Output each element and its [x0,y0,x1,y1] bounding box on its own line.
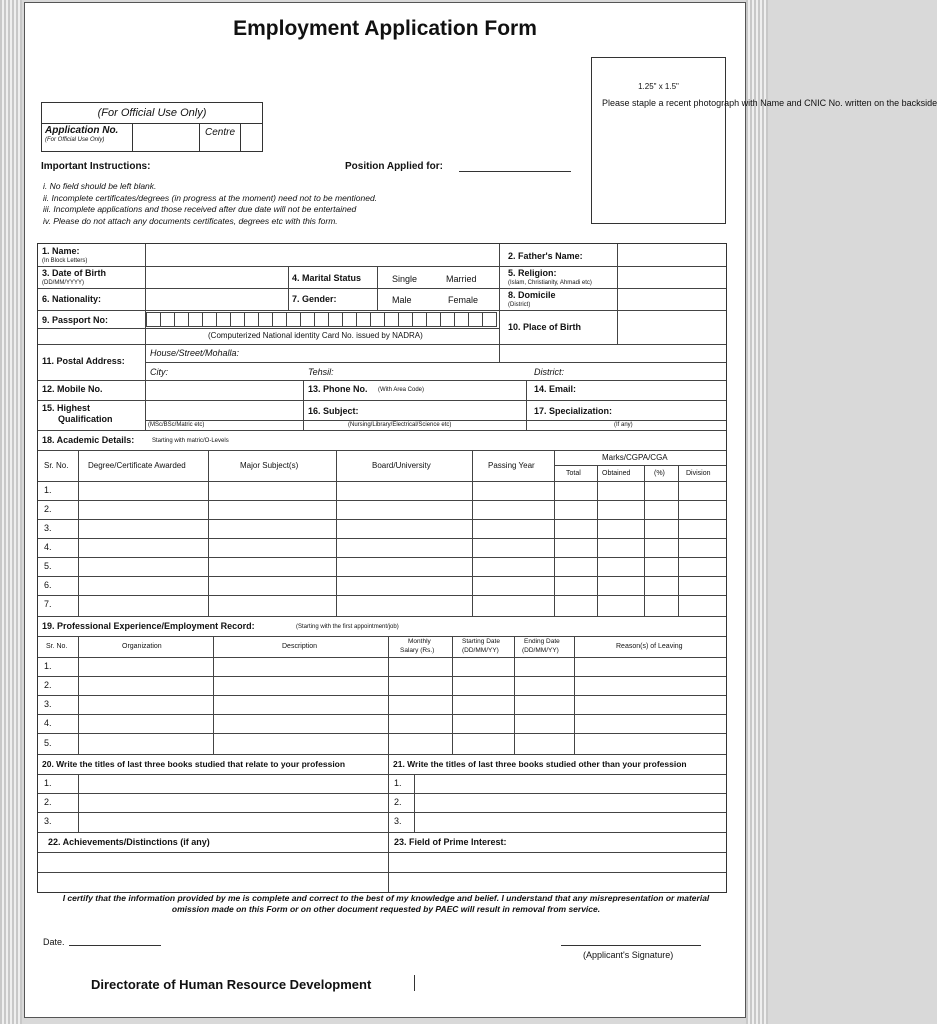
col-total: Total [566,470,581,477]
books-other-heading: 21. Write the titles of last three books studied other than your profession [393,759,687,769]
experience-heading: 19. Professional Experience/Employment Record: [42,621,255,631]
instruction-item: i. No field should be left blank. [43,181,157,191]
exp-col-start: Starting Date [462,638,500,645]
specialization-note: (If any) [614,422,633,428]
dob-label: 3. Date of Birth [42,268,107,278]
book-row: 3. [394,816,402,826]
achievements-label: 22. Achievements/Distinctions (if any) [48,837,210,847]
col-passing-year: Passing Year [488,461,535,470]
application-no-note: (For Official Use Only) [45,137,105,143]
cnic-note: (Computerized National identity Card No. issued by NADRA) [208,331,423,340]
domicile-note: (District) [508,302,531,308]
academic-row: 3. [44,523,52,533]
books-profession-heading: 20. Write the titles of last three books studied that relate to your profession [42,759,346,769]
experience-row: 1. [44,661,52,671]
col-degree: Degree/Certificate Awarded [88,461,186,470]
instructions-heading: Important Instructions: [41,161,151,172]
religion-note: (Islam, Christianity, Ahmadi etc) [508,280,592,286]
signature-field[interactable] [561,945,701,946]
house-street-label: House/Street/Mohalla: [150,348,240,358]
father-name-label: 2. Father's Name: [508,251,583,261]
tehsil-label: Tehsil: [308,367,334,377]
email-label: 14. Email: [534,384,577,394]
exp-col-start-2: (DD/MM/YY) [462,647,499,654]
place-of-birth-label: 10. Place of Birth [508,322,582,332]
mobile-label: 12. Mobile No. [42,384,103,394]
official-use-header: (For Official Use Only) [42,103,262,124]
book-row: 2. [44,797,52,807]
form-sheet [24,2,937,1018]
certification-statement: I certify that the information provided by me is complete and correct to the best of my knowledge and belief. I understand that any misrepresentation or material omission made on this Form or on other document requested by PAEC will result in removal from service. [62,893,710,914]
centre-label: Centre [205,127,236,138]
female-option[interactable]: Female [448,295,479,305]
exp-col-sr-no: Sr. No. [46,643,68,650]
qualification-label: 15. Highest [42,403,91,413]
academic-row: 7. [44,599,52,609]
domicile-label: 8. Domicile [508,290,556,300]
male-option[interactable]: Male [392,295,412,305]
specialization-label: 17. Specialization: [534,406,613,416]
form-title: Employment Application Form [233,17,537,40]
academic-row: 1. [44,485,52,495]
religion-label: 5. Religion: [508,268,557,278]
exp-col-salary: Monthly [408,638,431,645]
instruction-item: iii. Incomplete applications and those received after due date will not be entertained [43,204,357,214]
name-note: (In Block Letters) [42,258,88,264]
experience-row: 3. [44,699,52,709]
prime-interest-label: 23. Field of Prime Interest: [394,837,507,847]
col-marks: Marks/CGPA/CGA [602,453,668,462]
district-label: District: [534,367,564,377]
instructions-list [43,181,377,227]
exp-col-end: Ending Date [524,638,560,645]
directorate-footer: Directorate of Human Resource Development [91,977,372,992]
phone-label: 13. Phone No. [308,384,368,394]
date-label: Date. [43,937,65,947]
instruction-item: ii. Incomplete certificates/degrees (in progress at the moment) need not to be mentioned. [43,192,378,203]
col-division: Division [686,470,711,477]
book-row: 3. [44,816,52,826]
subject-note: (Nursing/Library/Electrical/Science etc) [348,422,452,428]
academic-row: 5. [44,561,52,571]
official-use-box [41,102,263,152]
married-option[interactable]: Married [446,274,477,284]
application-no-label: Application No. [45,125,119,136]
col-board: Board/University [372,461,431,470]
gender-label: 7. Gender: [292,294,337,304]
qualification-note: (MSc/BSc/Matric etc) [148,422,205,428]
exp-col-salary-2: Salary (Rs.) [400,647,435,654]
col-percent: (%) [654,470,665,477]
photo-box[interactable] [591,57,937,224]
scan-edge-right [746,0,768,1024]
position-applied-label: Position Applied for: [345,161,443,172]
col-obtained: Obtained [602,470,631,477]
passport-label: 9. Passport No: [42,315,109,325]
signature-label: (Applicant's Signature) [583,950,674,960]
photo-size: 1.25" x 1.5" [638,82,679,91]
exp-col-description: Description [282,643,318,650]
instruction-item: iv. Please do not attach any documents certificates, degrees etc with this form. [43,215,338,226]
qualification-label-2: Qualification [58,414,113,424]
scan-edge-left [0,0,22,1024]
academic-heading: 18. Academic Details: [42,435,135,445]
postal-address-label: 11. Postal Address: [42,356,125,366]
col-major: Major Subject(s) [240,461,299,470]
photo-instructions: Please staple a recent photograph with Name and CNIC No. written on the backside [602,98,937,108]
phone-note: (With Area Code) [378,387,425,393]
single-option[interactable]: Single [392,274,418,284]
city-label: City: [150,367,168,377]
experience-note: (Starting with the first appointment/job) [296,624,399,630]
academic-row: 6. [44,580,52,590]
book-row: 2. [394,797,402,807]
date-field[interactable] [69,945,161,946]
experience-row: 4. [44,718,52,728]
book-row: 1. [394,778,402,788]
experience-row: 2. [44,680,52,690]
col-sr-no: Sr. No. [44,461,69,470]
dob-note: (DD/MM/YYYY) [42,280,84,286]
application-grid [37,243,727,893]
subject-label: 16. Subject: [308,406,359,416]
exp-col-reason: Reason(s) of Leaving [616,643,683,650]
academic-note: Starting with matric/O-Levels [152,438,229,444]
academic-row: 2. [44,504,52,514]
experience-row: 5. [44,738,52,748]
name-label: 1. Name: [42,246,80,256]
marital-status-label: 4. Marital Status [292,273,362,283]
exp-col-end-2: (DD/MM/YY) [522,647,559,654]
nationality-label: 6. Nationality: [42,294,102,304]
name-input[interactable] [146,245,498,265]
position-applied-field[interactable] [459,171,571,172]
cnic-boxes[interactable] [146,311,498,327]
academic-row: 4. [44,542,52,552]
father-name-input[interactable] [618,245,724,265]
book-row: 1. [44,778,52,788]
exp-col-organization: Organization [122,643,162,650]
